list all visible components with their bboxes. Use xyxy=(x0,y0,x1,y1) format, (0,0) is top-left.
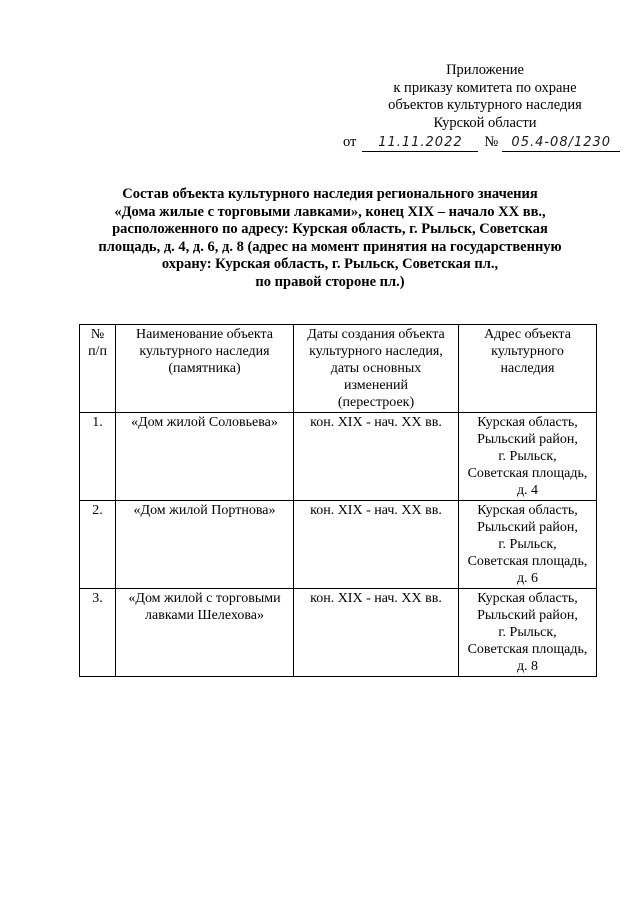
order-number-handwritten: 05.4-08/1230 xyxy=(502,135,620,152)
header-text: культурного xyxy=(491,344,564,359)
appendix-title: Приложение xyxy=(446,62,524,78)
cell-number: 1. xyxy=(80,413,116,501)
cell-text: г. Рыльск, xyxy=(498,625,557,640)
header-text: культурного наследия xyxy=(139,344,270,359)
title-line: площадь, д. 4, д. 6, д. 8 (адрес на момент принятия на государственную xyxy=(98,238,562,255)
cell-text: д. 8 xyxy=(516,659,539,674)
title-line: по правой стороне пл.) xyxy=(255,273,405,290)
header-text: (памятника) xyxy=(168,361,241,376)
cell-number: 3. xyxy=(80,589,116,677)
cell-name xyxy=(116,589,294,677)
title-line: «Дома жилые с торговыми лавками», конец XIX – начало XX вв., xyxy=(114,203,546,220)
cell-text: д. 4 xyxy=(516,483,539,498)
header-text: п/п xyxy=(88,344,107,359)
header-text: культурного наследия, xyxy=(309,344,443,359)
title-line: охрану: Курская область, г. Рыльск, Советская пл., xyxy=(161,256,499,272)
header-text: даты основных xyxy=(330,361,422,376)
cell-address xyxy=(459,589,597,677)
cell-text: Курская область, xyxy=(477,503,578,518)
header-dates xyxy=(294,325,459,413)
header-text: Адрес объекта xyxy=(484,327,571,342)
header-address xyxy=(459,325,597,413)
header-text: № xyxy=(90,327,105,342)
cell-dates: кон. XIX - нач. XX вв. xyxy=(294,589,459,677)
cell-dates: кон. XIX - нач. XX вв. xyxy=(294,413,459,501)
header-text: Даты создания объекта xyxy=(307,327,445,342)
cell-text: Советская площадь, xyxy=(467,466,588,481)
title-line: Состав объекта культурного наследия регионального значения xyxy=(122,186,538,202)
appendix-line: к приказу комитета по охране xyxy=(393,79,577,96)
order-date-handwritten: 11.11.2022 xyxy=(362,135,478,152)
cell-text: г. Рыльск, xyxy=(498,537,557,552)
from-label: от xyxy=(343,134,357,150)
cell-name xyxy=(116,501,294,589)
cell-text: Советская площадь, xyxy=(467,554,588,569)
cell-text: Советская площадь, xyxy=(467,642,588,657)
cell-dates: кон. XIX - нач. XX вв. xyxy=(294,501,459,589)
cell-name xyxy=(116,413,294,501)
appendix-line: объектов культурного наследия xyxy=(388,97,582,113)
cell-address xyxy=(459,413,597,501)
header-name xyxy=(116,325,294,413)
appendix-line: Курской области xyxy=(433,114,537,131)
heritage-objects-table xyxy=(79,324,597,677)
header-text: наследия xyxy=(500,361,555,376)
cell-text: Рыльский район, xyxy=(477,520,578,535)
cell-text: Курская область, xyxy=(477,591,578,606)
cell-text: г. Рыльск, xyxy=(498,449,557,464)
appendix-header xyxy=(340,62,630,152)
table-row xyxy=(80,589,597,677)
cell-number: 2. xyxy=(80,501,116,589)
header-text: изменений xyxy=(343,378,409,393)
cell-address xyxy=(459,501,597,589)
table-row xyxy=(80,501,597,589)
header-text: Наименование объекта xyxy=(135,327,274,342)
order-reference xyxy=(340,134,630,152)
table-header-row xyxy=(80,325,597,413)
cell-text: «Дом жилой Портнова» xyxy=(133,503,276,518)
header-text: (перестроек) xyxy=(337,395,415,410)
document-title xyxy=(70,186,590,291)
title-line: расположенного по адресу: Курская область, г. Рыльск, Советская xyxy=(112,221,548,237)
cell-text: Рыльский район, xyxy=(477,608,578,623)
cell-text: Курская область, xyxy=(477,415,578,430)
cell-text: лавками Шелехова» xyxy=(145,608,264,623)
cell-text: «Дом жилой с торговыми xyxy=(128,591,281,606)
header-number xyxy=(80,325,116,413)
cell-text: д. 6 xyxy=(516,571,539,586)
number-label: № xyxy=(484,134,499,150)
cell-text: «Дом жилой Соловьева» xyxy=(131,415,278,430)
table-row xyxy=(80,413,597,501)
cell-text: Рыльский район, xyxy=(477,432,578,447)
